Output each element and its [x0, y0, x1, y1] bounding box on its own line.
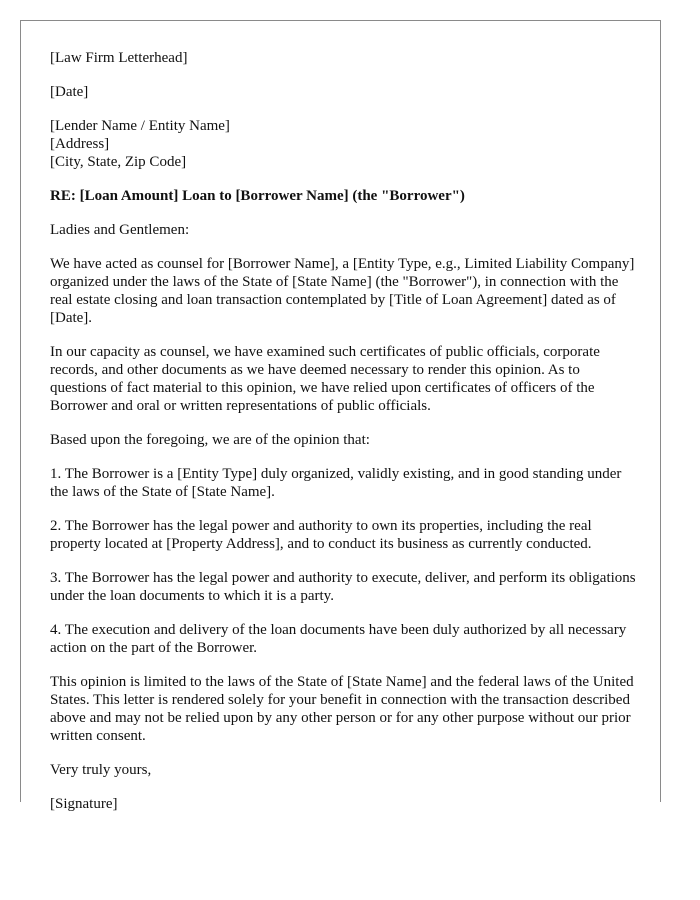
closing: Very truly yours, — [50, 762, 152, 778]
opinion-item-1: 1. The Borrower is a [Entity Type] duly organized, validly existing, and in good standing under the laws of the State of [State Name]. — [50, 466, 622, 500]
letterhead: [Law Firm Letterhead] — [50, 50, 188, 66]
recipient-address: [Address] — [50, 136, 110, 152]
opinion-item-2: 2. The Borrower has the legal power and authority to own its properties, including the real property located at [Property Address], and to conduct its business as currently conducted. — [50, 518, 592, 552]
intro-paragraph: We have acted as counsel for [Borrower Name], a [Entity Type, e.g., Limited Liability Company] organized under the laws of the State of [State Name] (the "Borrower"), in connection with the real estate closing and loan transaction contemplated by [Title of Loan Agreement] dated as of [Date]. — [50, 256, 635, 326]
signature-placeholder: [Signature] — [50, 796, 118, 812]
letter-date: [Date] — [50, 84, 89, 100]
letter-page — [20, 20, 661, 812]
letter-body — [50, 49, 640, 829]
opinion-lead-in: Based upon the foregoing, we are of the opinion that: — [50, 432, 370, 448]
salutation: Ladies and Gentlemen: — [50, 222, 190, 238]
recipient-city-state-zip: [City, State, Zip Code] — [50, 154, 187, 170]
re-line: RE: [Loan Amount] Loan to [Borrower Name] (the "Borrower") — [50, 188, 465, 204]
opinion-item-3: 3. The Borrower has the legal power and authority to execute, deliver, and perform its obligations under the loan documents to which it is a party. — [50, 570, 636, 604]
recipient-name: [Lender Name / Entity Name] — [50, 118, 230, 134]
limitation-paragraph: This opinion is limited to the laws of the State of [State Name] and the federal laws of the United States. This letter is rendered solely for your benefit in connection with the transaction described above and may not be relied upon by any other person or for any other purpose without our prior written consent. — [50, 674, 634, 744]
examination-paragraph: In our capacity as counsel, we have examined such certificates of public officials, corporate records, and other documents as we have deemed necessary to render this opinion. As to questions of fact material to this opinion, we have relied upon certificates of officers of the Borrower and oral or written representations of public officials. — [50, 344, 600, 414]
opinion-item-4: 4. The execution and delivery of the loan documents have been duly authorized by all necessary action on the part of the Borrower. — [50, 622, 627, 656]
recipient-address-block — [50, 117, 640, 171]
